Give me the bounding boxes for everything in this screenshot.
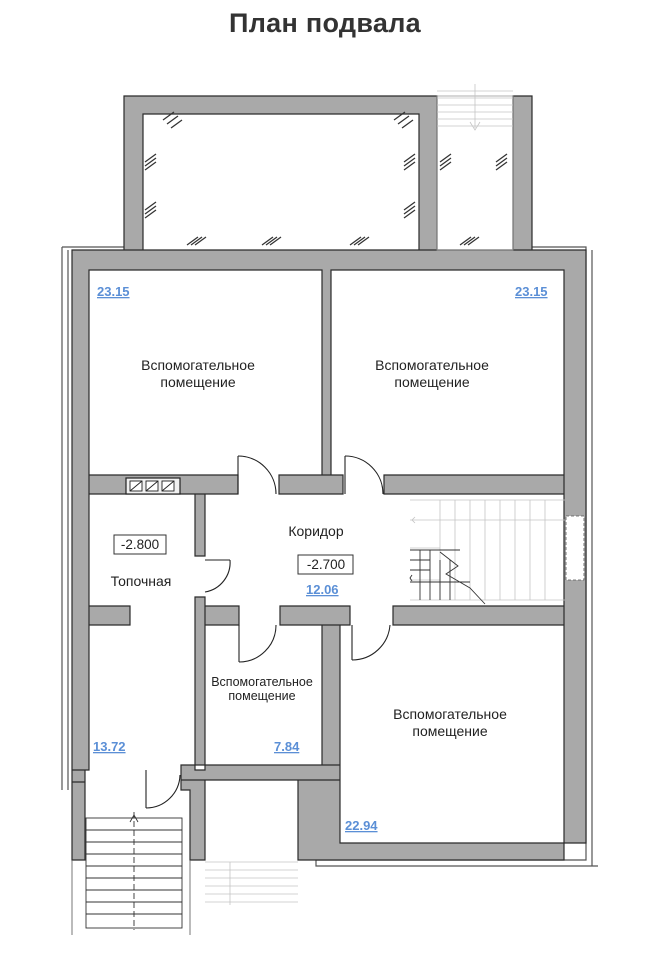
bottom-exterior-stair [205,862,298,905]
chimney-block [126,478,180,494]
entrance-stair [86,812,182,930]
area-aux-se[interactable]: 22.94 [345,818,378,833]
room-name-aux-nw-line2: помещение [160,374,236,390]
page-title: План подвала [229,8,421,38]
room-name-aux-ne-line1: Вспомогательное [375,357,489,373]
interior-stair-lower [410,550,485,604]
entrance-stair-sides [72,860,190,935]
room-name-corridor: Коридор [288,523,344,539]
room-name-aux-small-line2: помещение [228,689,296,703]
elevation-boiler: -2.800 [120,537,160,552]
room-name-aux-small-line1: Вспомогательное [211,675,313,689]
area-aux-ne[interactable]: 23.15 [515,284,548,299]
elevation-corridor: -2.700 [306,557,346,572]
area-aux-nw[interactable]: 23.15 [97,284,130,299]
room-name-aux-se-line2: помещение [412,723,488,739]
area-aux-small[interactable]: 7.84 [274,739,300,754]
window-hatches [145,112,507,245]
area-corridor[interactable]: 12.06 [306,582,339,597]
room-name-aux-se-line1: Вспомогательное [393,706,507,722]
east-window [566,516,584,580]
room-name-aux-nw-line1: Вспомогательное [141,357,255,373]
room-name-boiler: Топочная [110,573,172,589]
doors [146,456,390,808]
area-boiler[interactable]: 13.72 [93,739,126,754]
room-name-aux-ne-line2: помещение [394,374,470,390]
top-exterior-stair [437,84,513,130]
